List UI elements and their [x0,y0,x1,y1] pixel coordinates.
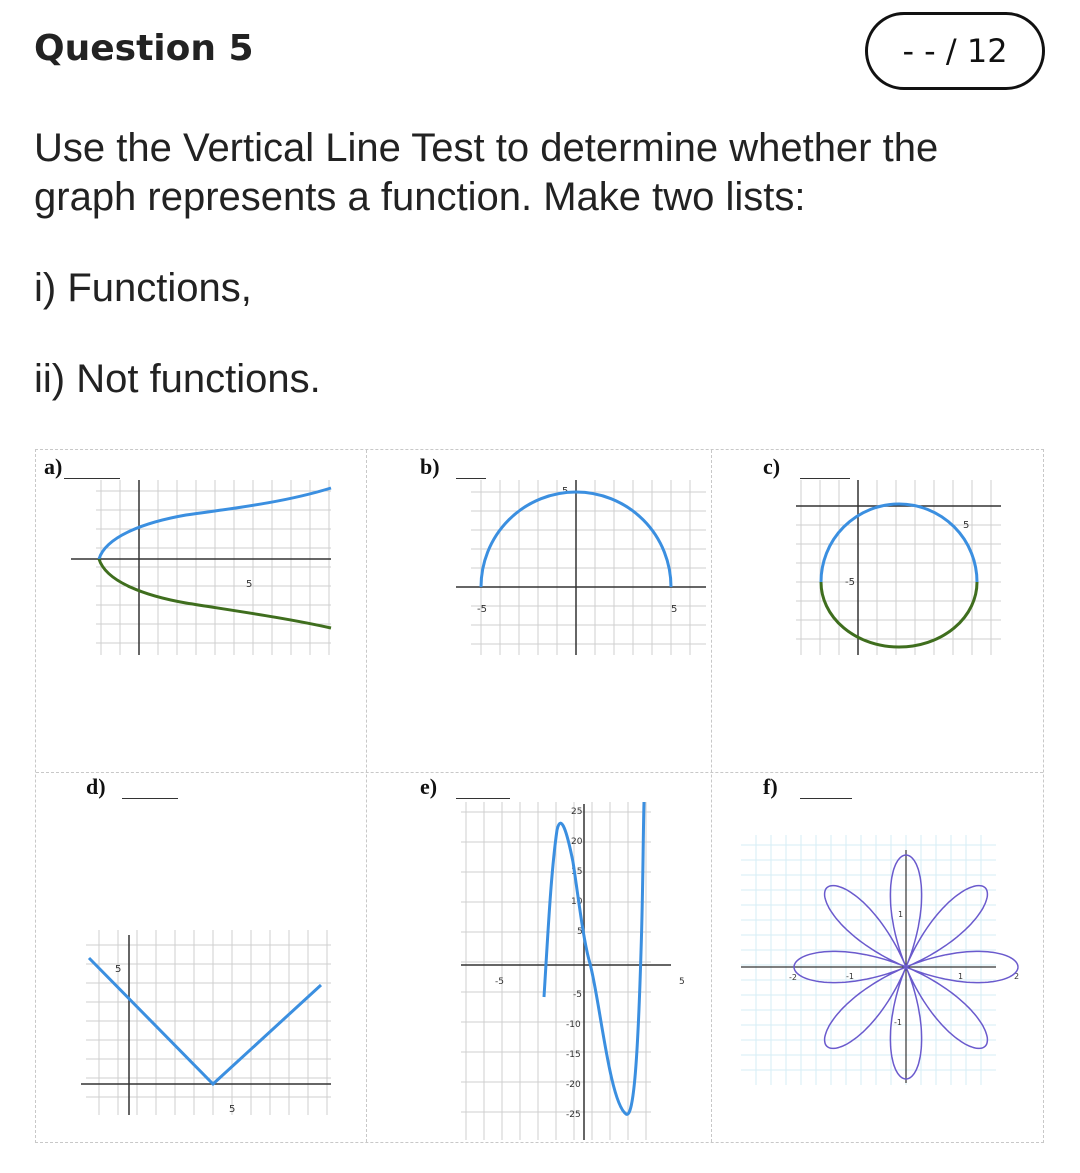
circle-lower-arc [821,582,977,647]
tick-label: -25 [566,1110,581,1120]
grid [741,835,996,1085]
tick-label: -10 [566,1020,581,1030]
graph-label-d: d) [86,774,106,799]
tick-label: -1 [846,972,854,981]
tick-label: -5 [573,990,582,1000]
graph-e [451,802,691,1142]
tick-label: 1 [898,910,904,919]
grid [471,480,706,655]
tick-label: -5 [477,604,487,615]
row-divider [36,772,1043,773]
tick-label: -2 [789,973,797,982]
tick-label: 15 [571,867,583,877]
tick-label: -5 [845,577,855,588]
tick-label: 5 [246,579,253,590]
graph-b [441,480,711,660]
answer-blank-d [122,798,178,799]
graph-label-e: e) [420,774,438,799]
tick-label: 5 [562,486,569,497]
tick-label: 25 [571,807,583,817]
cubic-curve [544,802,644,1114]
graphs-panel [35,449,1044,1143]
tick-label: 5 [229,1104,236,1115]
tick-label: 10 [571,897,583,907]
question-title: Question 5 [34,28,254,69]
tick-label: -5 [495,977,504,987]
tick-label: -1 [894,1018,902,1027]
tick-label: 5 [577,927,583,937]
graph-label-a: a) [44,454,63,479]
tick-label: 1 [958,972,964,981]
tick-label: 5 [671,604,678,615]
answer-blank-c [800,478,850,479]
graph-a [66,480,336,660]
answer-blank-b [456,478,486,479]
list-item-functions: i) Functions, [34,266,252,310]
tick-label: 20 [571,837,583,847]
tick-label: 5 [115,964,122,975]
tick-label: 5 [679,977,685,987]
grid [86,930,331,1115]
graph-label-f: f) [763,774,778,799]
tick-label: 5 [963,520,970,531]
graph-d [81,930,341,1120]
grid [96,480,331,655]
answer-blank-a [64,478,120,479]
graph-c [791,480,1006,660]
list-item-not-functions: ii) Not functions. [34,357,321,401]
column-divider [366,450,367,1142]
column-divider [711,450,712,1142]
score-badge: - - / 12 [865,12,1045,90]
graph-label-b: b) [420,454,440,479]
circle-upper-arc [821,504,977,582]
answer-blank-f [800,798,852,799]
prompt-line-2: graph represents a function. Make two lists: [34,175,806,219]
tick-label: -15 [566,1050,581,1060]
prompt-line-1: Use the Vertical Line Test to determine whether the [34,126,939,170]
grid [461,802,651,1140]
tick-label: -20 [566,1080,581,1090]
answer-blank-e [456,798,510,799]
graph-f [736,835,1020,1090]
graph-label-c: c) [763,454,781,479]
tick-label: 2 [1014,972,1020,981]
